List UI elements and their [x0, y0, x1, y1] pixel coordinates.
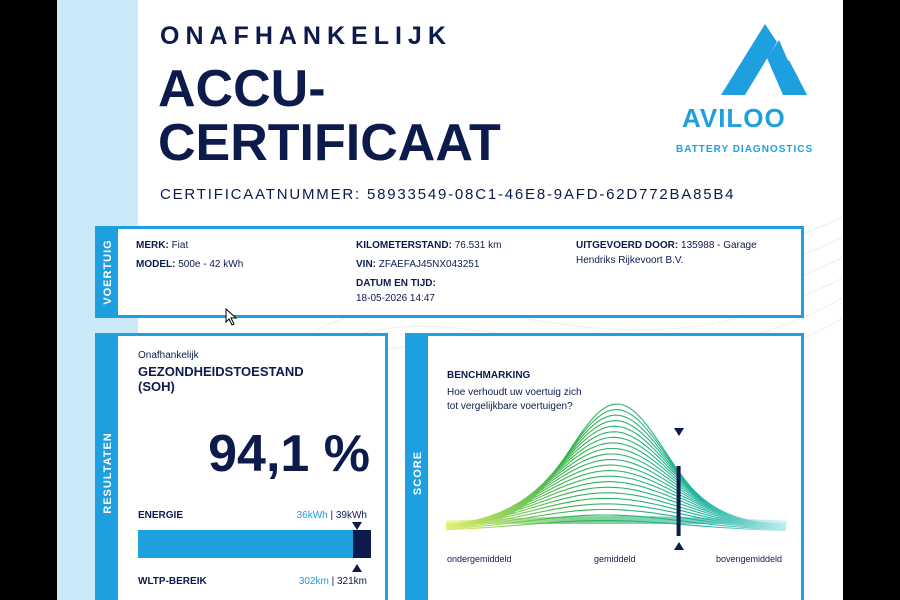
- model-label: MODEL:: [136, 259, 176, 270]
- score-marker-top-icon: [674, 428, 684, 436]
- performed-label: UITGEVOERD DOOR:: [576, 240, 679, 251]
- certificate-number-value: 58933549-08C1-46E8-9AFD-62D772BA85B4: [366, 186, 736, 203]
- score-tab: [408, 336, 428, 600]
- date-label: DATUM EN TIJD:: [356, 278, 436, 289]
- soh-pre-label: Onafhankelijk: [138, 350, 199, 361]
- axis-label-mid: gemiddeld: [594, 554, 636, 564]
- energy-bar-remaining: [353, 530, 371, 558]
- soh-title-line-1: GEZONDHEIDSTOESTAND: [138, 364, 304, 379]
- vin-label: VIN:: [356, 259, 376, 270]
- supertitle: ONAFHANKELIJK: [160, 22, 452, 50]
- mouse-pointer-icon: [225, 308, 239, 326]
- vehicle-col-2: [356, 238, 501, 306]
- certificate-page: [57, 0, 843, 600]
- bell-curve-lines: [446, 404, 788, 530]
- benchmark-title: BENCHMARKING: [447, 370, 531, 381]
- energy-marker-top-icon: [352, 522, 362, 530]
- range-label: WLTP-BEREIK: [138, 576, 207, 587]
- certificate-number-label: CERTIFICAATNUMMER:: [160, 186, 362, 203]
- vehicle-tab: [98, 229, 118, 315]
- mileage-label: KILOMETERSTAND:: [356, 240, 452, 251]
- performed-line-1: 135988 - Garage: [681, 240, 757, 251]
- results-tab: [98, 336, 118, 600]
- soh-title-line-2: (SOH): [138, 379, 175, 394]
- certificate-number: [160, 186, 735, 203]
- energy-separator: |: [327, 510, 336, 521]
- soh-value: 94,1 %: [208, 425, 370, 483]
- vehicle-tab-label: VOERTUIG: [102, 239, 114, 305]
- energy-bar-fill: [138, 530, 353, 558]
- vehicle-panel: [95, 226, 804, 318]
- performed-line-2: Hendriks Rijkevoort B.V.: [576, 255, 684, 266]
- bell-curve-line: [446, 443, 786, 525]
- page-title: [158, 62, 501, 170]
- results-tab-label: RESULTATEN: [102, 432, 114, 514]
- make-label: MERK:: [136, 240, 169, 251]
- vehicle-col-3: [576, 238, 757, 268]
- soh-title: [138, 364, 304, 394]
- energy-total: 39kWh: [335, 510, 367, 521]
- bell-curve-line: [446, 421, 786, 525]
- score-panel: [405, 333, 804, 600]
- axis-label-low: ondergemiddeld: [447, 554, 512, 564]
- brand-name: AVILOO: [682, 103, 786, 133]
- range-separator: |: [328, 576, 337, 587]
- model-value: 500e - 42 kWh: [178, 259, 244, 270]
- energy-label: ENERGIE: [138, 510, 184, 521]
- energy-values: [297, 510, 367, 521]
- results-panel: [95, 333, 388, 600]
- date-value: 18-05-2026 14:47: [356, 293, 435, 304]
- mileage-value: 76.531 km: [454, 240, 502, 251]
- title-line-1: ACCU-: [158, 60, 326, 118]
- make-value: Fiat: [171, 240, 189, 251]
- bell-curve-line: [446, 437, 786, 525]
- score-marker-bottom-icon: [674, 542, 684, 550]
- bell-curve-line: [446, 432, 786, 525]
- benchmark-question: Hoe verhoudt uw voertuig zich tot vergelijkbare voertuigen?: [447, 387, 582, 412]
- title-line-2: CERTIFICAAT: [158, 114, 501, 172]
- bell-curve-line: [446, 404, 786, 524]
- score-position-marker: [677, 466, 681, 536]
- range-values: [299, 576, 367, 587]
- energy-marker-bottom-icon: [352, 564, 362, 572]
- energy-current: 36kWh: [296, 510, 328, 521]
- brand-tagline: BATTERY DIAGNOSTICS: [676, 144, 814, 155]
- benchmark-bell-curve: [446, 396, 788, 536]
- vin-value: ZFAEFAJ45NX043251: [378, 259, 480, 270]
- vehicle-col-1: [136, 238, 243, 272]
- range-total: 321km: [336, 576, 367, 587]
- range-current: 302km: [298, 576, 329, 587]
- energy-bar: [138, 530, 371, 558]
- score-tab-label: SCORE: [412, 450, 424, 496]
- axis-label-high: bovengemiddeld: [716, 554, 783, 564]
